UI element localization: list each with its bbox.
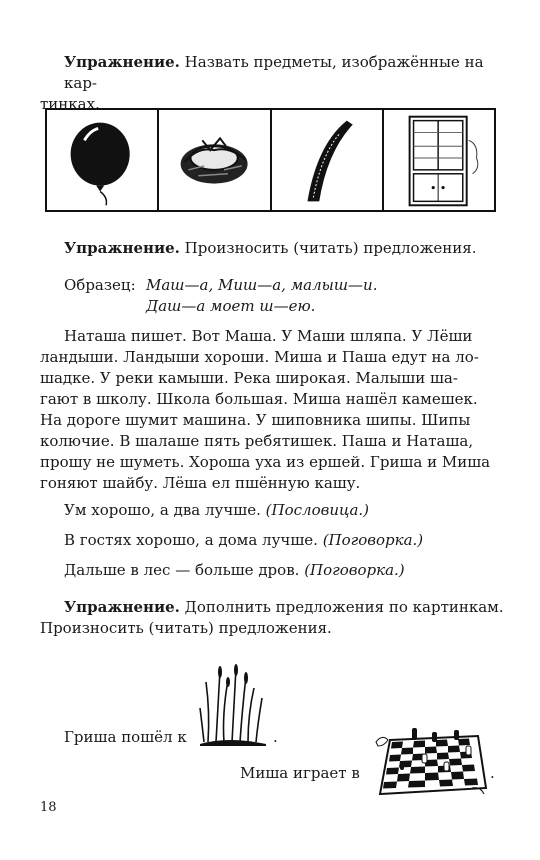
chess-board-icon bbox=[372, 726, 490, 798]
picture-cell-comb bbox=[272, 110, 384, 210]
balloon-icon bbox=[47, 110, 157, 210]
proverb-1 bbox=[64, 500, 512, 521]
paragraph-line: шадке. У реки камыши. Река широкая. Малыши ша- bbox=[40, 369, 458, 387]
sample-line-2: Даш—а моет ш—ею. bbox=[146, 297, 316, 315]
sample-label: Образец: bbox=[64, 276, 136, 294]
fill-dot-1: . bbox=[273, 728, 278, 746]
nest-icon bbox=[159, 110, 269, 210]
fill-dot-2: . bbox=[490, 764, 495, 782]
exercise-3-text: Дополнить предложения по картинкам. bbox=[179, 598, 504, 616]
exercise-2-label: Упражнение. bbox=[64, 239, 180, 257]
paragraph-line: гоняют шайбу. Лёша ел пшённую кашу. bbox=[40, 474, 361, 492]
sample-line-1: Маш—а, Миш—а, малыш—и. bbox=[146, 276, 378, 294]
reading-paragraph bbox=[40, 326, 512, 494]
proverb-3 bbox=[64, 560, 512, 581]
proverb-2 bbox=[64, 530, 512, 551]
paragraph-line: гают в школу. Школа большая. Миша нашёл камешек. bbox=[40, 390, 478, 408]
exercise-3 bbox=[40, 597, 512, 639]
picture-cell-balloon bbox=[47, 110, 159, 210]
fill-sentence-1: Гриша пошёл к bbox=[64, 728, 187, 746]
paragraph-line: ландыши. Ландыши хороши. Миша и Паша едут на ло- bbox=[40, 348, 479, 366]
proverb-note: (Пословица.) bbox=[265, 501, 370, 519]
paragraph-line: Наташа пишет. Вот Маша. У Маши шляпа. У Лёши bbox=[64, 327, 473, 345]
proverb-text: Ум хорошо, а два лучше. bbox=[64, 501, 266, 519]
picture-strip bbox=[45, 108, 496, 212]
paragraph-line: колючие. В шалаше пять ребятишек. Паша и Наташа, bbox=[40, 432, 474, 450]
comb-icon bbox=[272, 110, 382, 210]
picture-cell-cupboard bbox=[384, 110, 494, 210]
paragraph-line: На дороге шумит машина. У шиповника шипы. Шипы bbox=[40, 411, 471, 429]
exercise-3-text-end: Произносить (читать) предложения. bbox=[40, 619, 332, 637]
proverb-text: В гостях хорошо, а дома лучше. bbox=[64, 531, 323, 549]
paragraph-line: прошу не шуметь. Хороша уха из ершей. Гриша и Миша bbox=[40, 453, 491, 471]
proverb-text: Дальше в лес — больше дров. bbox=[64, 561, 305, 579]
exercise-2-text: Произносить (читать) предложения. bbox=[179, 239, 477, 257]
page-number: 18 bbox=[40, 800, 57, 815]
exercise-1-text: Назвать предметы, изображённые на кар- bbox=[64, 53, 484, 92]
reeds-icon bbox=[198, 662, 268, 746]
picture-cell-nest bbox=[159, 110, 271, 210]
exercise-1 bbox=[40, 52, 512, 115]
exercise-1-label: Упражнение. bbox=[64, 53, 180, 71]
proverb-note: (Поговорка.) bbox=[304, 561, 405, 579]
exercise-1-text-end: тинках. bbox=[40, 95, 100, 113]
exercise-3-label: Упражнение. bbox=[64, 598, 180, 616]
exercise-2 bbox=[64, 238, 512, 259]
cupboard-icon bbox=[384, 110, 494, 210]
fill-sentence-2: Миша играет в bbox=[240, 764, 360, 782]
sample-block bbox=[64, 275, 377, 317]
proverb-note: (Поговорка.) bbox=[322, 531, 424, 549]
